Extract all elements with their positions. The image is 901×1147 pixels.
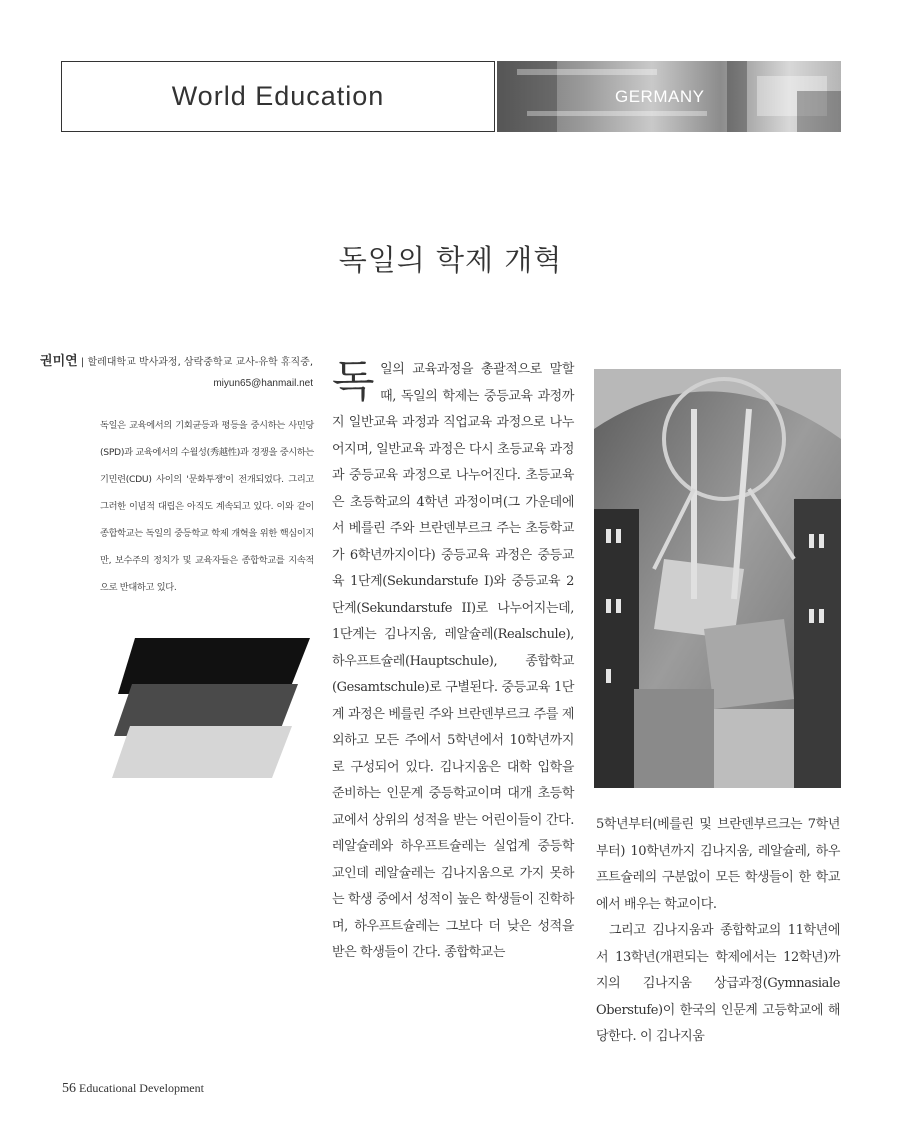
author-name: 권미연 xyxy=(40,354,78,369)
author-info: | 할레대학교 박사과정, 삼락중학교 교사-유학 휴직중, xyxy=(80,357,313,368)
journal-name: Educational Development xyxy=(79,1081,204,1095)
body-column-middle xyxy=(332,357,574,967)
article-title: 독일의 학제 개혁 xyxy=(338,243,563,277)
body-paragraph-right-1: 5학년부터(베를린 및 브란덴부르크는 7학년부터) 10학년까지 김나지움, 레알슐레, 하우프트슐레의 구분없이 모든 학생들이 한 학교에서 배우는 학교이다. xyxy=(596,817,840,912)
author-byline xyxy=(40,350,313,369)
country-label: GERMANY xyxy=(615,87,705,106)
body-text-middle: 일의 교육과정을 총괄적으로 말할 때, 독일의 학제는 중등교육 과정까지 일반교육 과정과 직업교육 과정으로 나누어지며, 일반교육 과정은 다시 초등교육 과정과 중등교육 과정으로 나누어진다. 초등교육은 초등학교의 4학년 과정이며(그 가운데에서 베를린 주와 브란덴부르크 주는 초등학교가 6학년까지이다) 중등교육 과정은 중등교육 1단계(Sekundarstufe I)와 중등교육 2단계(Sekundarstufe II)로 나누어지는데, 1단계는 김나지움, 레알슐레(Realschule), 하우프트슐레(Hauptschule), 종합학교(Gesamtschule)로 구별된다. 중등교육 1단계 과정은 베를린 주와 브란덴부르크 주를 제외하고 모든 주에서 5학년에서 10학년까지로 구성되어 있다. 김나지움은 대학 입학을 준비하는 인문계 중등학교이며 대개 초등학교에서 상위의 성적을 받는 어린이들이 간다. 레알슐레와 하우프트슐레는 실업계 중등학교인데 레알슐레는 김나지움으로 가지 못하는 학생 중에서 성적이 높은 학생들이 진학하며, 하우프트슐레는 그보다 더 낮은 성적을 받은 학생들이 간다. 종합학교는 xyxy=(332,362,574,960)
dropcap: 독 xyxy=(332,356,375,407)
light-parallelogram xyxy=(112,726,292,778)
header-photo xyxy=(497,61,841,132)
author-email: miyun65@hanmail.net xyxy=(213,378,313,389)
decorative-shapes xyxy=(110,636,310,778)
illustration-photo xyxy=(594,369,841,788)
abstract: 독일은 교육에서의 기회균등과 평등을 중시하는 사민당(SPD)과 교육에서의 수월성(秀越性)과 경쟁을 중시하는 기민련(CDU) 사이의 '문화투쟁'이 전개되었다. 그리고 그러한 이념적 대립은 아직도 계속되고 있다. 이와 같이 종합학교는 독일의 중등학교 학제 개혁을 위한 핵심이지만, 보수주의 정치가 및 교육자들은 종합학교를 지속적으로 반대하고 있다. xyxy=(100,420,314,593)
body-paragraph-right-2: 그리고 김나지움과 종합학교의 11학년에서 13학년(개편되는 학제에서는 12학년)까지의 김나지움 상급과정(Gymnasiale Oberstufe)이 한국의 인문계 고등학교에 해당한다. 이 김나지움 xyxy=(596,923,840,1044)
section-header xyxy=(61,61,495,132)
body-column-right xyxy=(596,812,840,1051)
page-footer xyxy=(62,1081,204,1097)
section-title: World Education xyxy=(171,81,385,111)
page-number: 56 xyxy=(62,1081,76,1096)
